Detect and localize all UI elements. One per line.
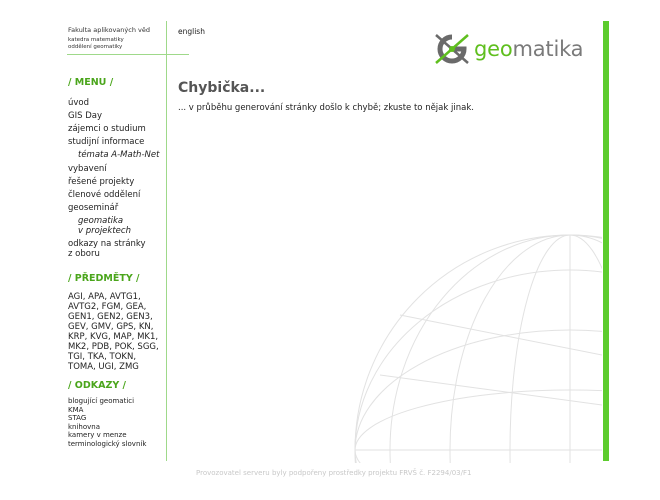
header-divider	[67, 54, 189, 55]
heading-slash: /	[106, 77, 114, 88]
links-list	[68, 397, 146, 448]
odkazy-heading-label: ODKAZY	[74, 380, 120, 391]
site-logo[interactable]	[432, 29, 583, 69]
institution-block	[68, 26, 168, 51]
main-menu	[68, 97, 159, 259]
menu-item-clenove[interactable]: členové oddělení	[68, 190, 141, 200]
link-item-kma[interactable]: KMA	[68, 405, 84, 414]
menu-item-temata[interactable]: témata A-Math-Net	[78, 150, 160, 160]
department-line: oddělení geomatiky	[68, 44, 123, 50]
menu-item-uvod[interactable]: úvod	[68, 98, 90, 108]
footer-note: Provozovatel serveru byly podpořeny prostředky projektu FRVŠ č. F2294/03/F1	[196, 469, 472, 477]
link-item-slovnik[interactable]: terminologický slovník	[68, 439, 147, 448]
menu-item-label-line: geomatika	[78, 216, 124, 226]
heading-slash: /	[68, 77, 75, 88]
menu-item-vybaveni[interactable]: vybavení	[68, 164, 107, 174]
menu-heading	[68, 77, 159, 259]
menu-item-odkazy-na-stranky[interactable]	[68, 239, 159, 259]
link-item-knihovna[interactable]: knihovna	[68, 422, 101, 431]
predmety-heading	[68, 273, 140, 284]
menu-item-label-line: odkazy na stránky	[68, 239, 146, 249]
error-message: ... v průběhu generování stránky došlo k chybě; zkuste to nějak jinak.	[178, 103, 474, 113]
logo-text-geo: geo	[474, 37, 513, 61]
link-item-kamery[interactable]: kamery v menze	[68, 431, 127, 439]
menu-item-label-line: z oboru	[68, 249, 100, 259]
accent-stripe	[603, 21, 609, 461]
page-title: Chybička...	[178, 80, 266, 96]
faculty-name: Fakulta aplikovaných věd	[68, 26, 150, 34]
menu-item-zajemci[interactable]: zájemci o studium	[68, 124, 146, 134]
menu-heading-label: MENU	[74, 77, 107, 88]
globe-wireframe-icon	[340, 205, 602, 463]
heading-slash: /	[132, 273, 140, 284]
geomatika-logo-icon	[432, 29, 472, 69]
menu-item-label-line: v projektech	[78, 226, 131, 236]
sidebar-divider	[166, 21, 167, 461]
predmety-heading-label: PŘEDMĚTY	[74, 273, 133, 284]
language-link-english[interactable]: english	[178, 27, 205, 36]
courses-list[interactable]: AGI, APA, AVTG1, AVTG2, FGM, GEA, GEN1, GEN2, GEN3, GEV, GMV, GPS, KN, KRP, KVG, MAP, MK1, MK2, PDB, POK, SGG, TGI, TKA, TOKN, TOMA, UGI, ZMG	[68, 292, 159, 372]
menu-item-geomatika-v-projektech[interactable]	[68, 216, 159, 236]
link-item-stag[interactable]: STAG	[68, 414, 87, 422]
heading-slash: /	[68, 273, 75, 284]
menu-item-resene-projekty[interactable]: řešené projekty	[68, 177, 135, 187]
menu-item-gis-day[interactable]: GIS Day	[68, 111, 102, 121]
link-item-blogujici[interactable]: blogující geomatici	[68, 397, 135, 405]
odkazy-heading	[68, 380, 126, 391]
heading-slash: /	[68, 380, 75, 391]
menu-item-studijni-informace[interactable]: studijní informace	[68, 137, 145, 147]
heading-slash: /	[119, 380, 127, 391]
department-line: katedra matematiky	[68, 37, 124, 43]
logo-text-matika: matika	[512, 37, 584, 61]
menu-item-geoseminar[interactable]: geoseminář	[68, 203, 119, 213]
